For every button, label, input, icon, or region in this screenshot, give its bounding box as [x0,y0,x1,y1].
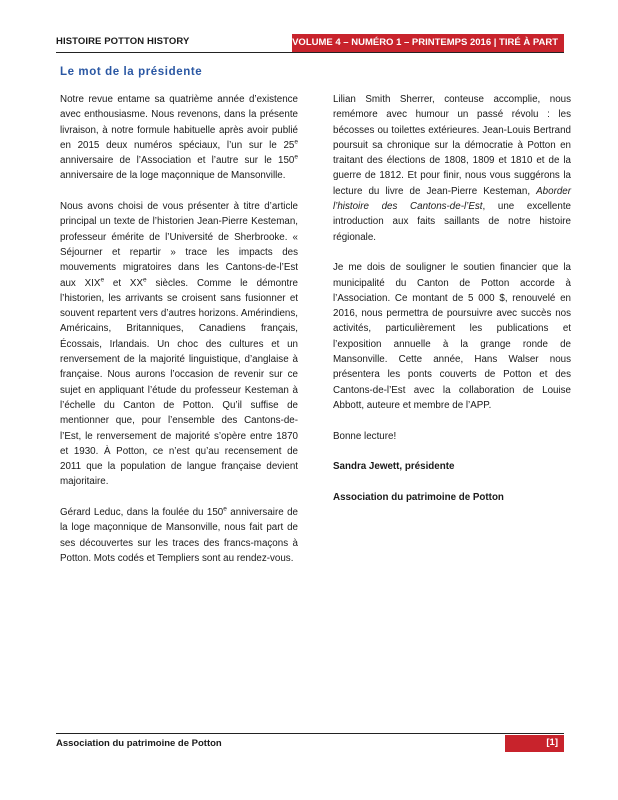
paragraph-5: Je me dois de souligner le soutien financier que la municipalité du Canton de Potton accorde à l’Association. Ce montant de 5 000 $, renouvelé en 2016, nous permettra de poursuivre avec succès nos activités, particulièrement les publications et l’exposition annuelle à la grange ronde de Mansonville. Cette année, Hans Walser nous présentera les ponts couverts de Potton et des Cantons-de-l’Est avec la collaboration de Louise Abbott, auteure et membre de l’APP. [333,262,571,411]
issue-banner [292,34,564,52]
closing-line: Bonne lecture! [333,430,397,442]
publication-name: HISTOIRE POTTON HISTORY [56,36,190,47]
page-number-banner [505,735,564,752]
paragraph-2: Nous avons choisi de vous présenter à titre d’article principal un texte de l’historien Jean-Pierre Kesteman, professeur émérite de l’Université de Sherbrooke. « Séjourner et repartir » trace les impacts des mouvements migratoires dans les Cantons-de-l’Est aux XIXe et XXe siècles. Comme le démontre l’historien, les arrivants se croisent sans fusionner et souvent repartent vers d’autres horizons. Amérindiens, Américains, Britanniques, Canadiens français, Écossais, Irlandais. Un choc des cultures et un renversement de la majorité linguistique, d’anglaise à française. Nous aurons l’occasion de revenir sur ce sujet en appliquant l’étude du professeur Kesteman à l’échelle du Canton de Potton. Qu’il suffise de mentionner que, pour l’ensemble des Cantons-de-l’Est, le renversement de majorité s’opère entre 1870 et 1930. À Potton, ce n’est qu’au recensement de 2011 que la population de langue française devient majoritaire. [60,201,298,488]
header-divider [56,52,564,53]
paragraph-3: Gérard Leduc, dans la foulée du 150e anniversaire de la loge maçonnique de Mansonville, nous fait part de ses découvertes sur les traces des francs-maçons à Potton. Mots codés et Templiers sont au rendez-vous. [60,505,298,564]
footer-divider [56,733,564,734]
signature-name: Sandra Jewett, présidente [333,461,455,473]
signature-organization: Association du patrimoine de Potton [333,491,504,503]
right-column [333,92,571,520]
left-column [60,92,298,582]
footer-organization: Association du patrimoine de Potton [56,738,222,749]
page-number: [1] [546,737,558,748]
issue-label: VOLUME 4 – NUMÉRO 1 – PRINTEMPS 2016 | TIRÉ À PART [292,37,558,48]
article-title: Le mot de la présidente [60,66,203,78]
paragraph-4: Lilian Smith Sherrer, conteuse accomplie, nous remémore avec humour un passé révolu : les bécosses ou toilettes extérieures. Jean-Louis Bertrand poursuit sa chronique sur la démocratie à Potton en traitant des élections de 1808, 1809 et 1810 et de la guerre de 1812. Et pour finir, nous vous suggérons la lecture du livre de Jean-Pierre Kesteman, Aborder l’histoire des Cantons-de-l’Est, une excellente introduction aux faits saillants de notre histoire régionale. [333,94,571,243]
page-header [56,34,564,52]
paragraph-1: Notre revue entame sa quatrième année d’existence avec enthousiasme. Nous revenons, dans la présente livraison, à notre formule habituelle après avoir publié en 2015 deux numéros spéciaux, l’un sur le 25e anniversaire de l’Association et l’autre sur le 150e anniversaire de la loge maçonnique de Mansonville. [60,94,298,182]
